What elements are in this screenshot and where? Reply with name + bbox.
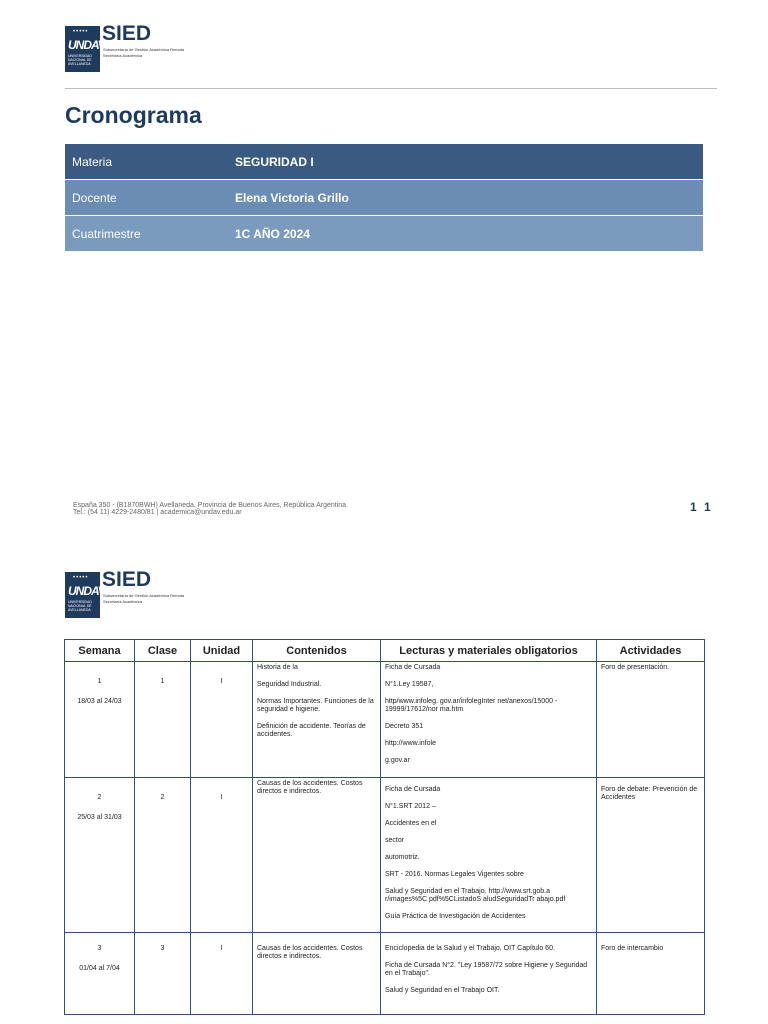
info-value: Elena Victoria Grillo xyxy=(235,191,349,205)
lectura-item: Guía Práctica de Investigación de Accidentes xyxy=(385,913,526,920)
sied-wordmark: SIED xyxy=(102,22,152,45)
actividad-item: Foro de intercambio xyxy=(601,945,664,952)
lectura-item: N°1.SRT 2012 – xyxy=(385,803,436,810)
lecturas-cell xyxy=(381,778,597,933)
column-header: Actividades xyxy=(597,640,705,662)
contenido-item: Historia de la xyxy=(257,664,298,671)
lectura-item: Salud y Seguridad en el Trabajo. http://www.srt.gob.a r/images%5C pdf%5CListadoS aludSeguridadTr abajo.pdf xyxy=(385,888,566,903)
undav-logo-mark xyxy=(65,26,105,72)
lectura-item: N°1.Ley 19587, xyxy=(385,681,434,688)
unidad-cell xyxy=(191,778,253,933)
actividades-cell xyxy=(597,933,705,1015)
clase-value: 1 xyxy=(160,678,165,685)
logo-university-line: UNIVERSIDAD xyxy=(68,600,92,604)
contenido-item: Seguridad Industrial. xyxy=(257,681,322,688)
schedule-table xyxy=(64,639,705,1015)
lectura-item: http://www.infole xyxy=(385,740,436,747)
lectura-item: Enciclopedia de la Salud y el Trabajo, OIT Capítulo 60. xyxy=(385,945,555,952)
lectura-item: Ficha de Cursada N°2. "Ley 19587/72 sobre Higiene y Seguridad en el Trabajo". xyxy=(385,962,588,977)
logo-dots: ••••• xyxy=(73,29,89,35)
info-label: Materia xyxy=(72,155,113,169)
sied-wordmark: SIED xyxy=(102,568,152,591)
logo-subtitle: Secretaría Académica xyxy=(103,53,143,58)
info-label: Cuatrimestre xyxy=(72,227,141,241)
lectura-item: Ficha de Cursada xyxy=(385,786,441,793)
lectura-item: sector xyxy=(385,837,405,844)
logo-subtitle: Subsecretaría de Gestión Académica Remota xyxy=(103,47,185,52)
unidad-value: I xyxy=(220,794,223,801)
contenidos-cell xyxy=(253,662,381,778)
page-title: Cronograma xyxy=(65,102,202,128)
lecturas-cell xyxy=(381,662,597,778)
week-dates: 18/03 al 24/03 xyxy=(77,698,122,705)
actividad-item: Foro de presentación. xyxy=(601,664,670,671)
logo-university-line: AVELLANEDA xyxy=(68,62,91,66)
column-header: Contenidos xyxy=(253,640,381,662)
lectura-item: SRT - 2016. Normas Legales Vigentes sobre xyxy=(385,871,524,878)
week-cell xyxy=(65,662,135,778)
lectura-item: Decreto 351 xyxy=(385,723,424,730)
week-number: 3 xyxy=(97,945,102,952)
week-cell xyxy=(65,778,135,933)
table-row xyxy=(65,933,705,1015)
undav-logo-mark xyxy=(65,572,105,618)
lectura-item: Accidentes en el xyxy=(385,820,437,827)
lectura-item: g.gov.ar xyxy=(385,757,410,764)
logo-dots: ••••• xyxy=(73,575,89,581)
column-header: Lecturas y materiales obligatorios xyxy=(381,640,597,662)
clase-cell xyxy=(135,933,191,1015)
contenidos-cell xyxy=(253,933,381,1015)
logo-university-line: NACIONAL DE xyxy=(68,604,92,608)
info-label: Docente xyxy=(72,191,117,205)
actividad-item: Foro de debate: Prevención de Accidentes xyxy=(601,786,698,801)
page-number: 1 1 xyxy=(690,500,713,514)
clase-value: 2 xyxy=(160,794,165,801)
column-header: Clase xyxy=(135,640,191,662)
undav-sied-logo xyxy=(65,568,195,620)
contenido-item: Definición de accidente. Teorías de accidentes. xyxy=(257,723,366,738)
lectura-item: automotriz. xyxy=(385,854,420,861)
logo-university-name xyxy=(68,54,98,66)
logo-mark-text: UNDAV xyxy=(68,584,105,598)
info-value: 1C AÑO 2024 xyxy=(235,227,310,241)
header-divider xyxy=(65,88,717,89)
actividades-cell xyxy=(597,778,705,933)
clase-cell xyxy=(135,778,191,933)
lectura-item: Ficha de Cursada xyxy=(385,664,441,671)
logo-university-line: AVELLANEDA xyxy=(68,608,91,612)
info-row-cuatrimestre xyxy=(65,216,703,251)
undav-sied-logo xyxy=(65,22,195,74)
info-row-materia xyxy=(65,144,703,179)
actividades-cell xyxy=(597,662,705,778)
contenido-item: Causas de los accidentes. Costos directos e indirectos. xyxy=(257,945,363,960)
clase-value: 3 xyxy=(160,945,165,952)
week-dates: 01/04 al 7/04 xyxy=(79,965,120,972)
unidad-value: I xyxy=(220,945,223,952)
unidad-cell xyxy=(191,933,253,1015)
week-number: 2 xyxy=(97,794,102,801)
page-footer xyxy=(73,502,346,516)
lecturas-cell xyxy=(381,933,597,1015)
table-row xyxy=(65,778,705,933)
clase-cell xyxy=(135,662,191,778)
footer-contact: Tel.: (54 11) 4229-2480/81 | academica@undav.edu.ar xyxy=(73,509,242,516)
week-dates: 25/03 al 31/03 xyxy=(77,814,122,821)
week-number: 1 xyxy=(97,678,102,685)
week-cell xyxy=(65,933,135,1015)
column-header: Unidad xyxy=(191,640,253,662)
logo-subtitle: Subsecretaría de Gestión Académica Remota xyxy=(103,593,185,598)
logo-university-line: UNIVERSIDAD xyxy=(68,54,92,58)
contenido-item: Normas Importantes. Funciones de la seguridad e higiene. xyxy=(257,698,374,713)
table-header-row xyxy=(65,640,705,662)
info-value: SEGURIDAD I xyxy=(235,155,314,169)
footer-address: España 350 - (B1870BWH) Avellaneda, Provincia de Buenos Aires, República Argentina xyxy=(73,502,347,509)
contenidos-cell xyxy=(253,778,381,933)
logo-university-line: NACIONAL DE xyxy=(68,58,92,62)
info-row-docente xyxy=(65,180,703,215)
lectura-item: Salud y Seguridad en el Trabajo OIT. xyxy=(385,987,500,994)
lectura-item: http/www.infoleg. gov.ar/infolegInter net/anexos/15000 - 19999/17612/nor ma.htm xyxy=(385,698,558,713)
contenido-item: Causas de los accidentes. Costos directos e indirectos. xyxy=(257,780,363,795)
unidad-value: I xyxy=(220,678,223,685)
logo-university-name xyxy=(68,600,98,612)
unidad-cell xyxy=(191,662,253,778)
table-row xyxy=(65,662,705,778)
column-header: Semana xyxy=(65,640,135,662)
logo-mark-text: UNDAV xyxy=(68,38,105,52)
logo-subtitle: Secretaría Académica xyxy=(103,599,143,604)
